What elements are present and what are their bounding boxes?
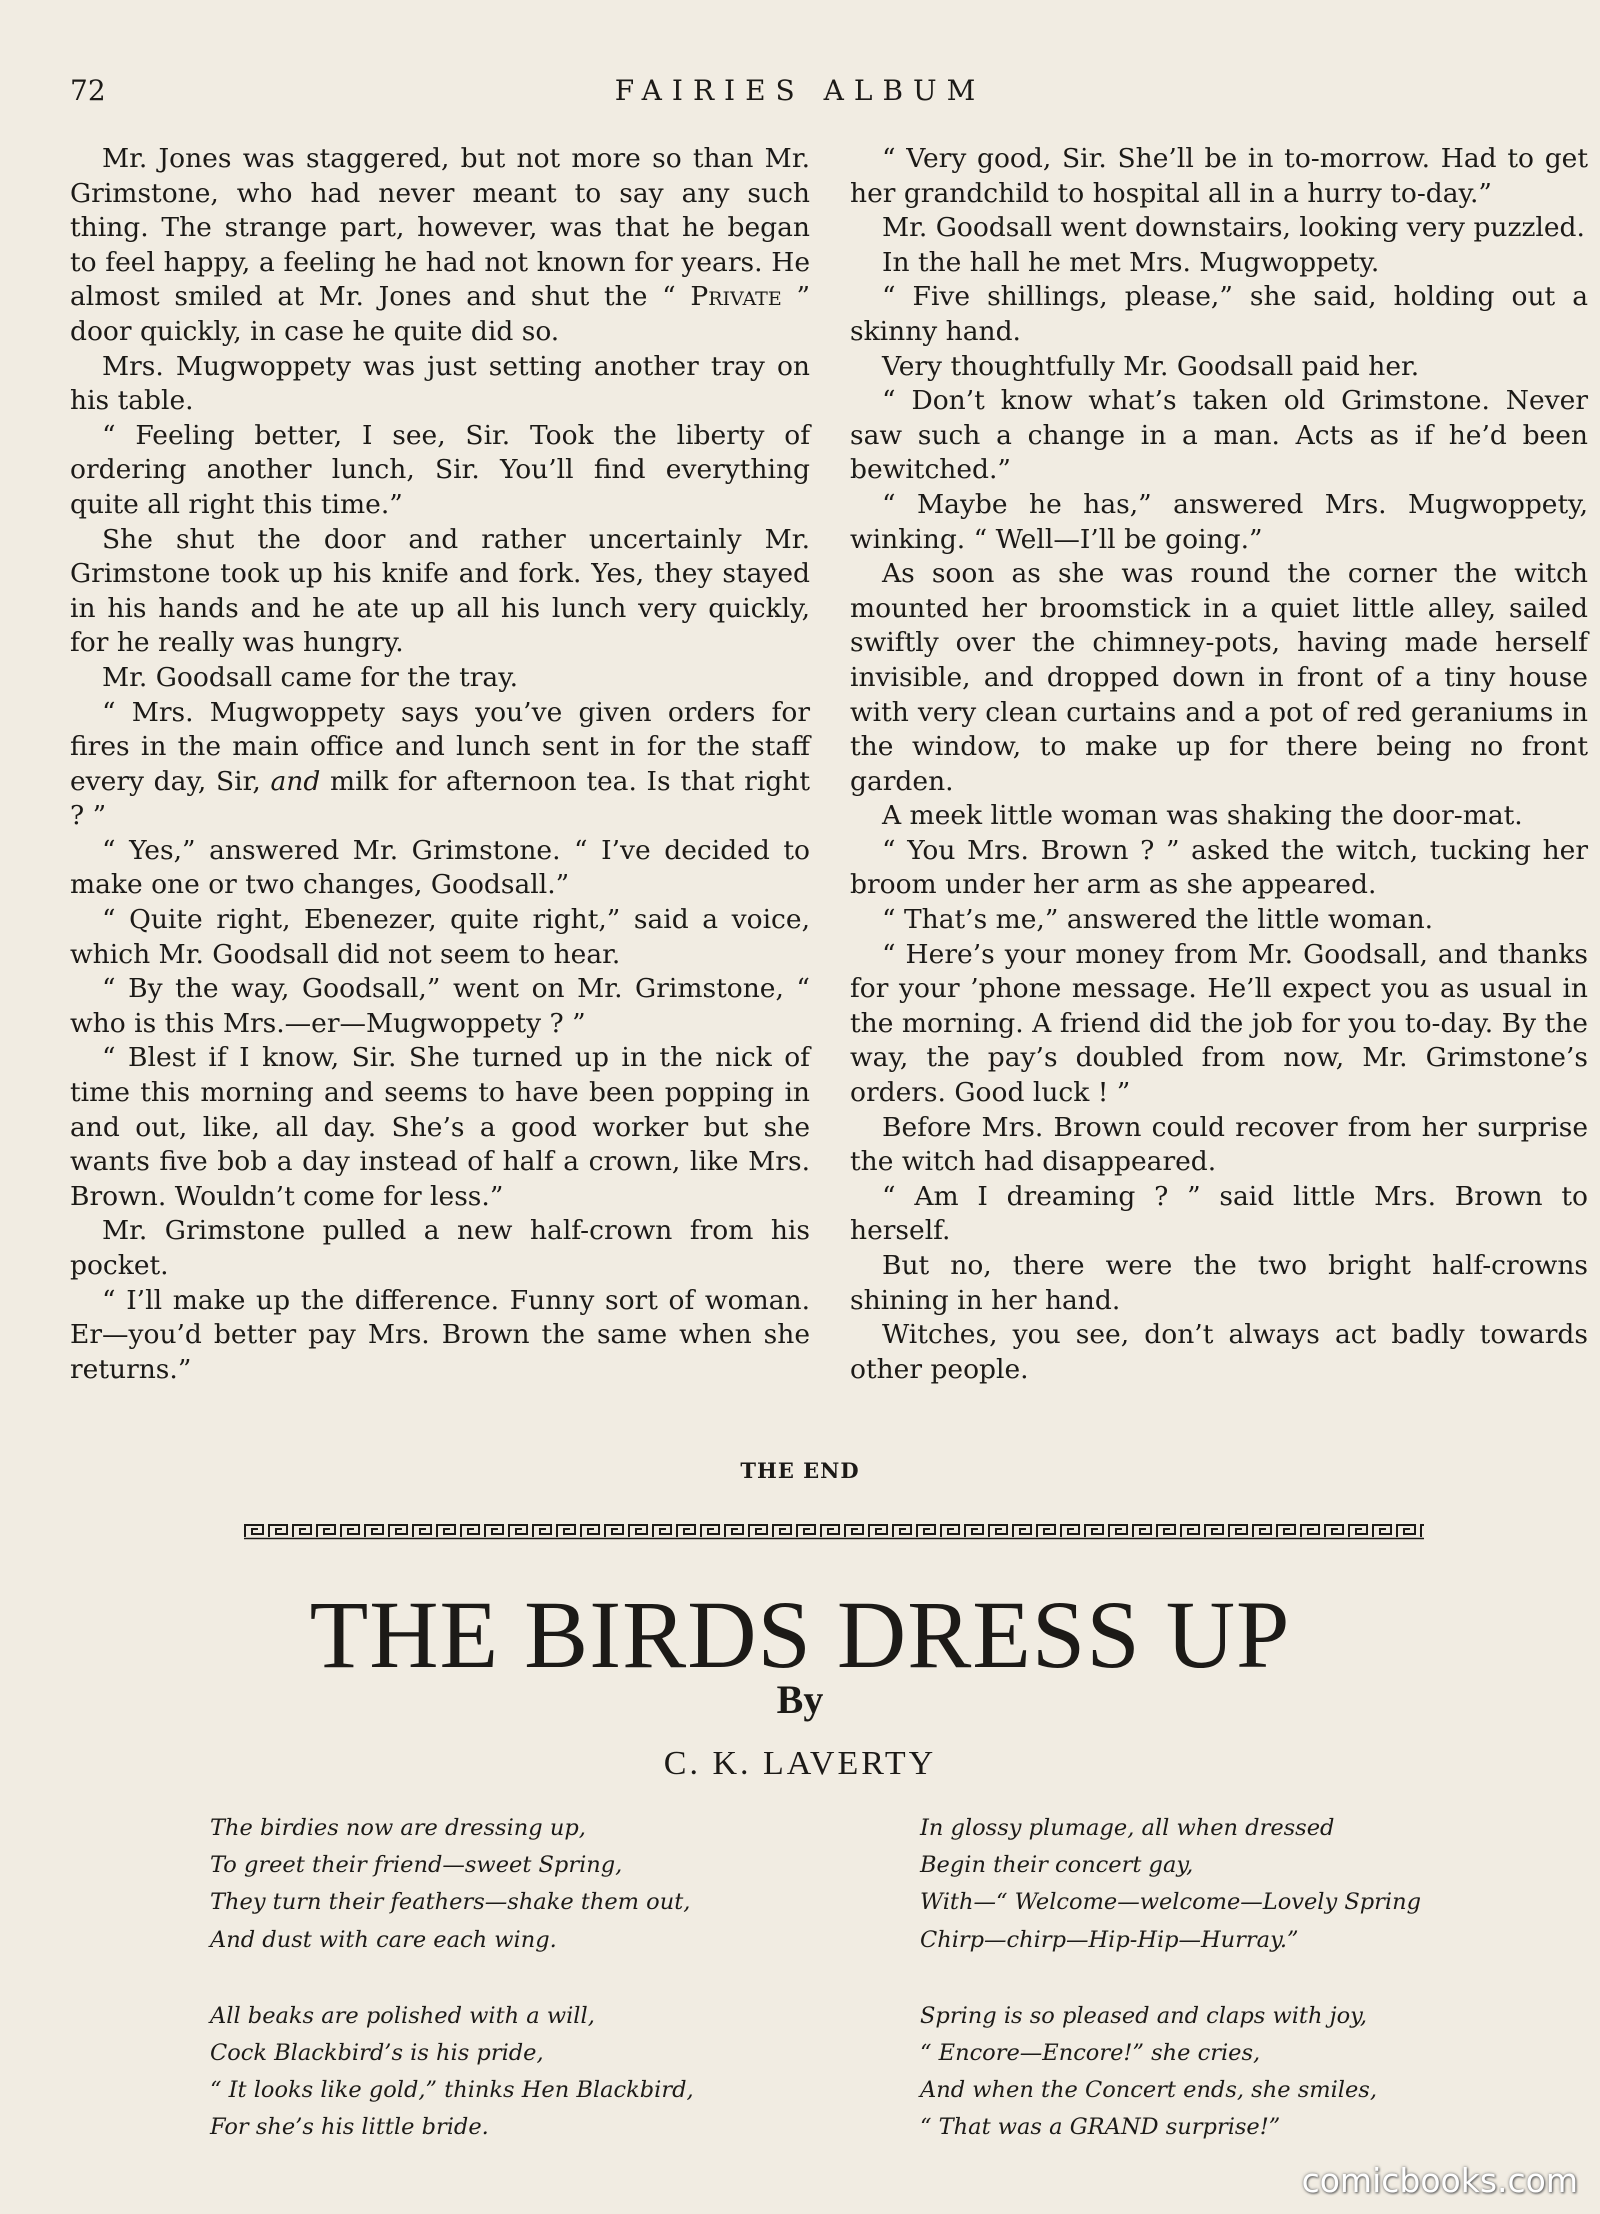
paragraph: She shut the door and rather uncertainly Mr. Grimstone took up his knife and fork. Yes, they stayed in his hands and he ate up all his lunch very quickly, for he really was hungry. — [70, 523, 810, 659]
paragraph: Witches, you see, don’t always act badly towards other people. — [850, 1319, 1588, 1385]
poem-line: “ It looks like gold,” thinks Hen Blackbird, — [210, 2077, 694, 2104]
paragraph: “ You Mrs. Brown ? ” asked the witch, tucking her broom under her arm as she appeared. — [850, 834, 1588, 901]
paragraph: Mr. Grimstone pulled a new half-crown from his pocket. — [70, 1215, 810, 1281]
poem-line: In glossy plumage, all when dressed — [920, 1815, 1335, 1841]
paragraph: Mr. Jones was staggered, but not more so than Mr. Grimstone, who had never meant to say any such thing. The strange part, however, was that he began to feel happy, a feeling he had not known for years. He almost smiled at Mr. Jones and shut the “ Private ” door quickly, in case he quite did so. — [70, 143, 810, 347]
byline-by: By — [776, 1677, 824, 1722]
paragraph: “ By the way, Goodsall,” went on Mr. Grimstone, “ who is this Mrs.—er—Mugwoppety ? ” — [70, 973, 810, 1039]
paragraph: Mr. Goodsall came for the tray. — [102, 661, 519, 693]
poem-line: The birdies now are dressing up, — [210, 1815, 586, 1841]
paragraph: “ Blest if I know, Sir. She turned up in the nick of time this morning and seems to have been popping in and out, like, all day. She’s a good worker but she wants five bob a day instead of half a crown, like Mrs. Brown. Wouldn’t come for less.” — [70, 1042, 810, 1212]
paragraph: “ Mrs. Mugwoppety says you’ve given orders for fires in the main office and lunch sent in for the staff every day, Sir, and milk for afternoon tea. Is that right ? ” — [70, 696, 810, 832]
poem-line: And dust with care each wing. — [210, 1926, 557, 1953]
site-watermark: comicbooks.com — [1301, 2161, 1578, 2200]
poem-column-right — [920, 1810, 1421, 2186]
poem-line: “ Encore—Encore!” she cries, — [920, 2040, 1261, 2067]
private-word: Private — [690, 281, 782, 313]
poem-author: C. K. LAVERTY — [663, 1745, 937, 1782]
poem-line: Cock Blackbird’s is his pride, — [210, 2040, 544, 2067]
stanza — [210, 1998, 694, 2147]
page-header — [70, 74, 1530, 114]
paragraph: “ Five shillings, please,” she said, holding out a skinny hand. — [850, 281, 1588, 347]
poem-line: They turn their feathers—shake them out, — [210, 1889, 691, 1916]
poem-line: All beaks are polished with a will, — [210, 2002, 595, 2029]
poem-line: “ That was a GRAND surprise!” — [920, 2114, 1281, 2141]
paragraph: “ Very good, Sir. She’ll be in to-morrow. Had to get her grandchild to hospital all in a hurry to-day.” — [850, 143, 1588, 209]
paragraph: A meek little woman was shaking the door-mat. — [882, 800, 1523, 832]
stanza — [920, 1810, 1421, 1959]
poem-line: With—“ Welcome—welcome—Lovely Spring — [920, 1889, 1422, 1916]
stanza — [920, 1998, 1421, 2147]
story-column-left — [70, 142, 810, 1387]
story-column-right — [850, 142, 1588, 1387]
paragraph: As soon as she was round the corner the witch mounted her broomstick in a quiet little alley, sailed swiftly over the chimney-pots, having made herself invisible, and dropped down in front of a tiny house with very clean curtains and a pot of red geraniums in the window, to make up for there being no front garden. — [850, 558, 1588, 797]
paragraph: “ Am I dreaming ? ” said little Mrs. Brown to herself. — [850, 1180, 1588, 1247]
ornamental-divider — [244, 1522, 1424, 1540]
page-number: 72 — [70, 74, 106, 107]
paragraph: Before Mrs. Brown could recover from her surprise the witch had disappeared. — [850, 1111, 1588, 1178]
paragraph: “ Here’s your money from Mr. Goodsall, and thanks for your ’phone message. He’ll expect you as usual in the morning. A friend did the job for you to-day. By the way, the pay’s doubled from now, Mr. Grimstone’s orders. Good luck ! ” — [850, 938, 1588, 1109]
paragraph: “ Quite right, Ebenezer, quite right,” said a voice, which Mr. Goodsall did not seem to hear. — [70, 904, 810, 970]
paragraph: “ I’ll make up the difference. Funny sort of woman. Er—you’d better pay Mrs. Brown the same when she returns.” — [70, 1284, 810, 1385]
stanza — [210, 1810, 694, 1959]
the-end-label: THE END — [740, 1458, 860, 1483]
paragraph: “ Feeling better, I see, Sir. Took the liberty of ordering another lunch, Sir. You’ll find everything quite all right this time.” — [70, 419, 810, 520]
paragraph: Mr. Goodsall went downstairs, looking very puzzled. — [882, 212, 1585, 244]
paragraph: Very thoughtfully Mr. Goodsall paid her. — [882, 350, 1420, 382]
paragraph: “ Maybe he has,” answered Mrs. Mugwoppety, winking. “ Well—I’ll be going.” — [850, 488, 1588, 555]
paragraph: Mrs. Mugwoppety was just setting another tray on his table. — [70, 350, 810, 417]
poem-line: And when the Concert ends, she smiles, — [920, 2077, 1377, 2104]
paragraph: “ Don’t know what’s taken old Grimstone. Never saw such a change in a man. Acts as if he’d been bewitched.” — [850, 385, 1588, 486]
poem-line: For she’s his little bride. — [210, 2114, 489, 2141]
poem-column-left — [210, 1810, 694, 2186]
poem-line: Chirp—chirp—Hip-Hip—Hurray.” — [920, 1926, 1299, 1953]
paragraph: But no, there were the two bright half-crowns shining in her hand. — [850, 1250, 1588, 1316]
poem-line: To greet their friend—sweet Spring, — [210, 1852, 623, 1879]
poem-line: Begin their concert gay, — [920, 1852, 1194, 1879]
emphasis-and: and — [270, 765, 321, 797]
running-title: FAIRIES ALBUM — [614, 74, 986, 107]
poem-title: THE BIRDS DRESS UP — [309, 1581, 1291, 1688]
poem-line: Spring is so pleased and claps with joy, — [920, 2002, 1368, 2029]
paragraph: In the hall he met Mrs. Mugwoppety. — [882, 246, 1380, 278]
paragraph: “ That’s me,” answered the little woman. — [882, 904, 1434, 936]
paragraph: “ Yes,” answered Mr. Grimstone. “ I’ve decided to make one or two changes, Goodsall.” — [70, 834, 810, 901]
